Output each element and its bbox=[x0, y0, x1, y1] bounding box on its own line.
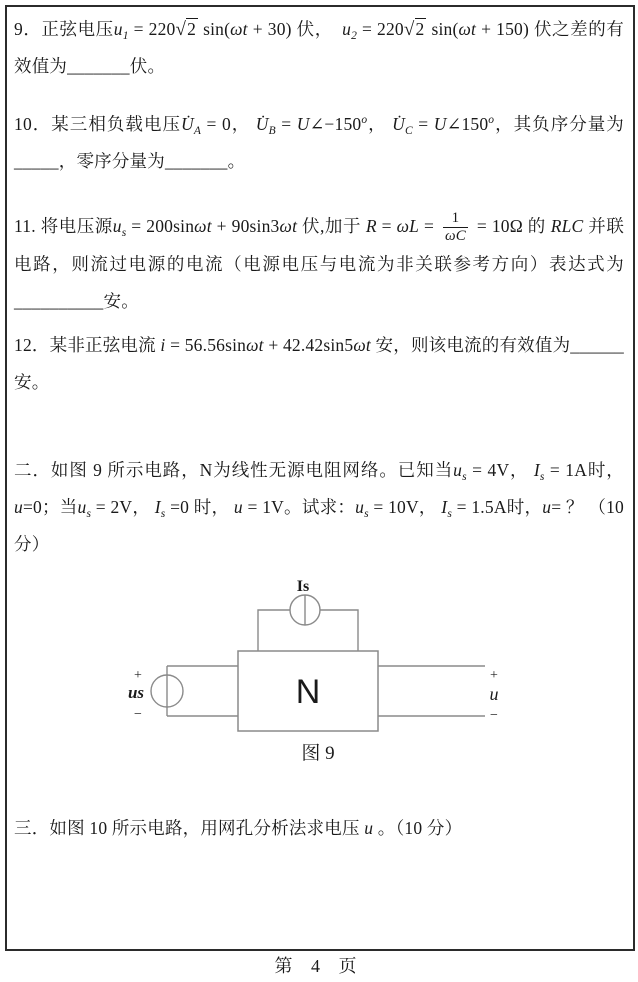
circuit-diagram bbox=[100, 570, 520, 775]
page-number: 第 4 页 bbox=[274, 956, 364, 976]
us-plus-sign: + bbox=[134, 668, 142, 683]
problem-2: 二．如图 9 所示电路，N为线性无源电阻网络。已知当$u_s = 4V$， $I_s = 1A$时，u=0；当$u_s = 2V$， $I_s =0$ 时， u = 1V。试求：$u_s = 10V$， $I_s = 1.5A$时，u= ？ （10 分） bbox=[14, 460, 624, 554]
current-source-label: Is bbox=[296, 578, 310, 595]
u-plus-sign: + bbox=[490, 668, 498, 683]
us-label: us bbox=[127, 683, 145, 702]
network-box-label: N bbox=[295, 673, 321, 711]
figure-caption: 图 9 bbox=[301, 743, 335, 764]
right-wires bbox=[378, 666, 485, 716]
question-9: 9．正弦电压$u_1 = 220√2$ sin(ωt + 30) 伏， $u_2 = 220√2$ sin(ωt + 150) 伏之差的有效值为_______伏。 bbox=[14, 19, 624, 76]
problem-3: 三．如图 10 所示电路，用网孔分析法求电压 u 。（10 分） bbox=[14, 818, 463, 838]
u-label: u bbox=[489, 684, 499, 704]
u-minus-sign: − bbox=[490, 708, 498, 723]
question-12: 12．某非正弦电流 i = 56.56sinωt + 42.42sin5ωt 安，则该电流的有效值为______安。 bbox=[14, 335, 624, 392]
us-minus-sign: − bbox=[134, 707, 142, 722]
figure-9 bbox=[100, 570, 520, 775]
question-11: 11. 将电压源$u_s = 200\sin\omega t + 90\sin 3\omega t$ 伏,加于 R = ωL = $\frac{1}{\omega C}$ = 10Ω 的 RLC 并联电路，则流过电源的电流（电源电压与电流为非关联参考方向）表达式为__________安。 bbox=[14, 210, 625, 311]
question-10: 10．某三相负载电压$U̇_A = 0$， $U̇_B$ = $U\angle-150^o$， $U̇_C$ = $U\angle 150^o$，其负序分量为 _____，零序分量为_______。 bbox=[14, 114, 625, 171]
